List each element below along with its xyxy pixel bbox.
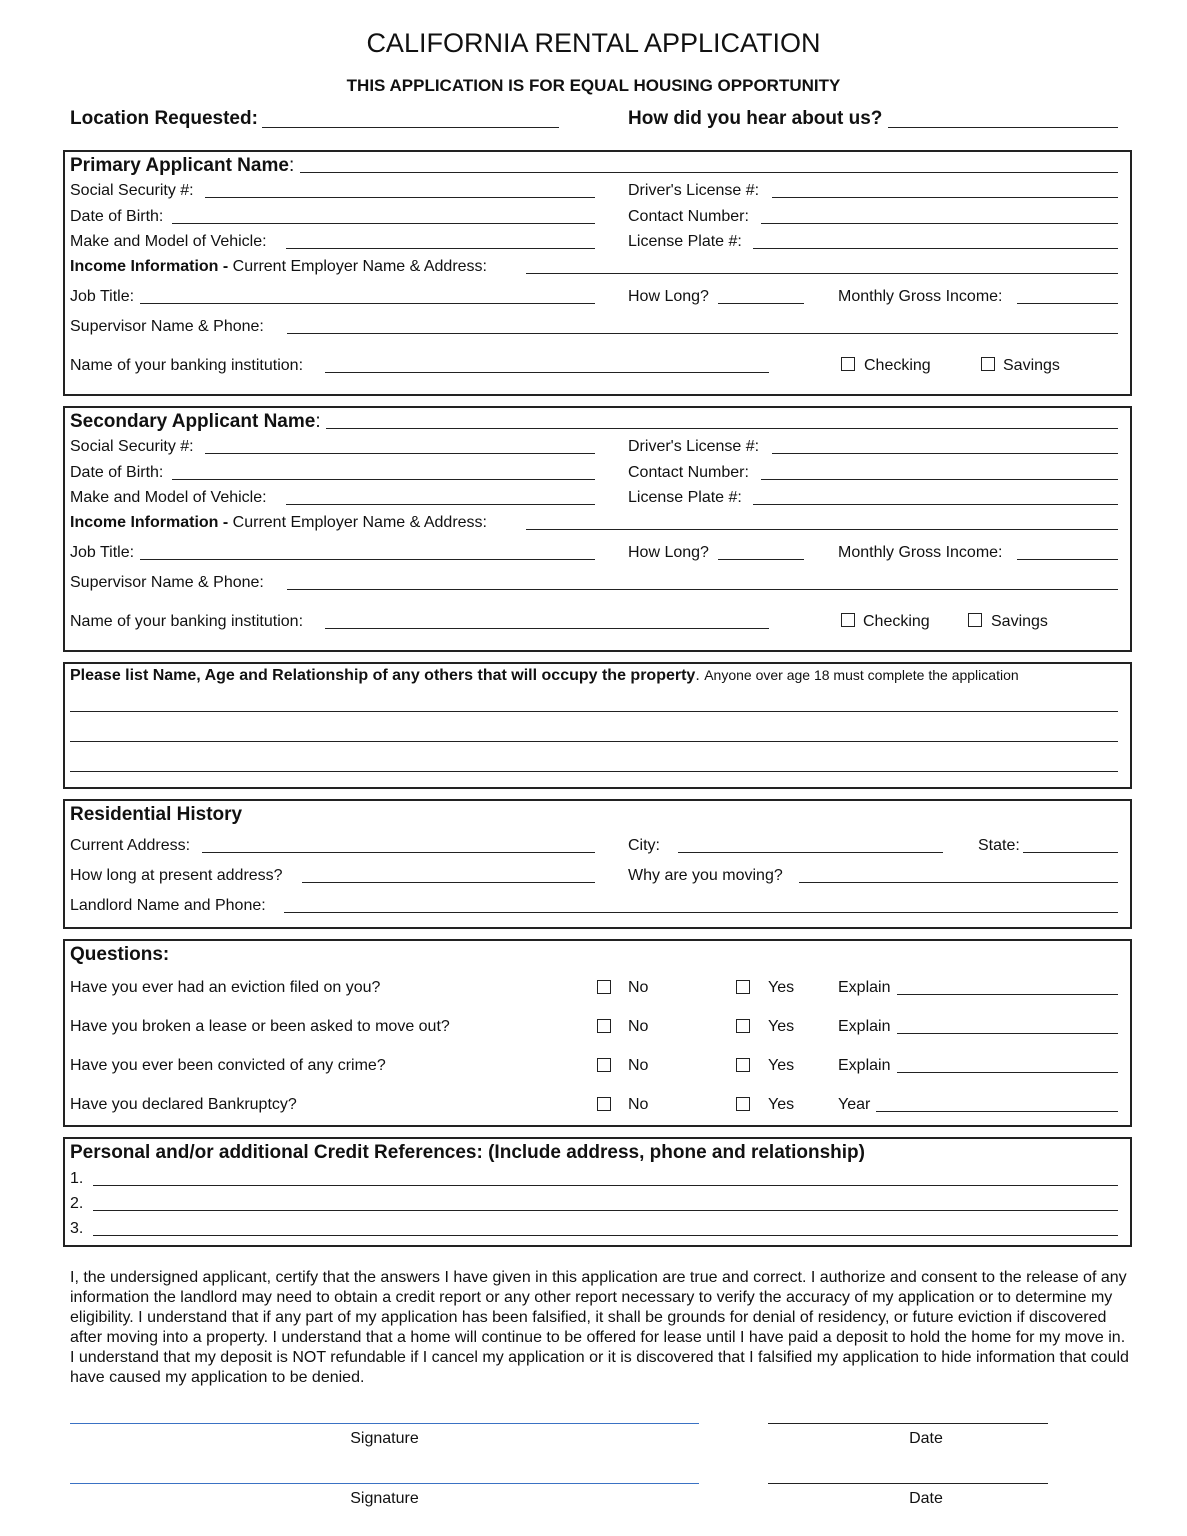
secondary-applicant-header: Secondary Applicant Name: bbox=[70, 411, 321, 432]
state-label: State: bbox=[978, 837, 1020, 854]
secondary-savings-label: Savings bbox=[991, 613, 1048, 630]
secondary-plate-field[interactable] bbox=[753, 504, 1118, 505]
secondary-dl-label: Driver's License #: bbox=[628, 438, 760, 455]
how-long-address-label: How long at present address? bbox=[70, 867, 283, 884]
question-text: Have you declared Bankruptcy? bbox=[70, 1096, 297, 1113]
secondary-vehicle-field[interactable] bbox=[286, 504, 595, 505]
primary-howlong-field[interactable] bbox=[718, 303, 804, 304]
primary-job-label: Job Title: bbox=[70, 288, 135, 305]
secondary-plate-label: License Plate #: bbox=[628, 489, 742, 506]
secondary-checking-label: Checking bbox=[863, 613, 930, 630]
date-line-1[interactable] bbox=[768, 1423, 1048, 1424]
question-no-checkbox[interactable] bbox=[597, 980, 611, 994]
primary-dl-label: Driver's License #: bbox=[628, 182, 760, 199]
primary-dob-label: Date of Birth: bbox=[70, 208, 164, 225]
question-explain-label: Explain bbox=[838, 1018, 891, 1035]
secondary-contact-field[interactable] bbox=[761, 479, 1118, 480]
primary-vehicle-field[interactable] bbox=[286, 248, 595, 249]
secondary-dob-field[interactable] bbox=[172, 479, 595, 480]
hear-about-label: How did you hear about us? bbox=[628, 108, 883, 129]
secondary-job-label: Job Title: bbox=[70, 544, 135, 561]
date-label-2: Date bbox=[909, 1490, 943, 1507]
city-field[interactable] bbox=[678, 852, 943, 853]
location-label: Location Requested: bbox=[70, 108, 258, 129]
date-line-2[interactable] bbox=[768, 1483, 1048, 1484]
question-no-label: No bbox=[628, 979, 649, 996]
question-yes-checkbox[interactable] bbox=[736, 1019, 750, 1033]
secondary-howlong-label: How Long? bbox=[628, 544, 709, 561]
secondary-bank-field[interactable] bbox=[325, 628, 769, 629]
occupants-header: Please list Name, Age and Relationship of any others that will occupy the property. Anyone over age 18 must complete the application bbox=[70, 667, 1019, 684]
landlord-field[interactable] bbox=[284, 912, 1118, 913]
question-yes-label: Yes bbox=[768, 1096, 795, 1113]
signature-line-2[interactable] bbox=[70, 1483, 699, 1484]
form-title: CALIFORNIA RENTAL APPLICATION bbox=[366, 28, 821, 58]
signature-line-1[interactable] bbox=[70, 1423, 699, 1424]
question-explain-label: Year bbox=[838, 1096, 871, 1113]
why-moving-field[interactable] bbox=[799, 882, 1118, 883]
reference-num-1: 1. bbox=[70, 1170, 84, 1187]
reference-num-3: 3. bbox=[70, 1220, 84, 1237]
question-explain-field[interactable] bbox=[897, 1072, 1118, 1073]
secondary-employer-field[interactable] bbox=[526, 529, 1118, 530]
secondary-supervisor-label: Supervisor Name & Phone: bbox=[70, 574, 264, 591]
question-yes-label: Yes bbox=[768, 979, 795, 996]
question-no-checkbox[interactable] bbox=[597, 1097, 611, 1111]
question-text: Have you broken a lease or been asked to move out? bbox=[70, 1018, 450, 1035]
date-label-1: Date bbox=[909, 1430, 943, 1447]
primary-savings-label: Savings bbox=[1003, 357, 1060, 374]
question-no-checkbox[interactable] bbox=[597, 1058, 611, 1072]
secondary-savings-checkbox[interactable] bbox=[968, 613, 982, 627]
primary-bank-label: Name of your banking institution: bbox=[70, 357, 304, 374]
secondary-dl-field[interactable] bbox=[772, 453, 1118, 454]
secondary-job-field[interactable] bbox=[140, 559, 595, 560]
signature-label-2: Signature bbox=[350, 1490, 419, 1507]
reference-num-2: 2. bbox=[70, 1195, 84, 1212]
primary-ssn-label: Social Security #: bbox=[70, 182, 194, 199]
primary-checking-checkbox[interactable] bbox=[841, 357, 855, 371]
form-subtitle: THIS APPLICATION IS FOR EQUAL HOUSING OPPORTUNITY bbox=[346, 76, 841, 95]
primary-employer-field[interactable] bbox=[526, 273, 1118, 274]
primary-income-field[interactable] bbox=[1017, 303, 1118, 304]
question-yes-checkbox[interactable] bbox=[736, 980, 750, 994]
primary-income-amount-label: Monthly Gross Income: bbox=[838, 288, 1003, 305]
current-address-label: Current Address: bbox=[70, 837, 191, 854]
primary-checking-label: Checking bbox=[864, 357, 931, 374]
question-yes-checkbox[interactable] bbox=[736, 1058, 750, 1072]
question-no-label: No bbox=[628, 1057, 649, 1074]
secondary-income-field[interactable] bbox=[1017, 559, 1118, 560]
primary-name-field[interactable] bbox=[300, 172, 1118, 173]
secondary-checking-checkbox[interactable] bbox=[841, 613, 855, 627]
question-explain-field[interactable] bbox=[897, 1033, 1118, 1034]
references-header: Personal and/or additional Credit References: (Include address, phone and relationship) bbox=[70, 1142, 865, 1163]
reference-field-1[interactable] bbox=[93, 1185, 1118, 1186]
question-yes-label: Yes bbox=[768, 1057, 795, 1074]
secondary-income-label: Income Information - Current Employer Name & Address: bbox=[70, 514, 487, 531]
question-yes-checkbox[interactable] bbox=[736, 1097, 750, 1111]
question-explain-label: Explain bbox=[838, 1057, 891, 1074]
secondary-ssn-label: Social Security #: bbox=[70, 438, 194, 455]
primary-ssn-field[interactable] bbox=[205, 197, 595, 198]
certification-text: I, the undersigned applicant, certify that the answers I have given in this application are true and correct. I authorize and consent to the release of any information the landlord may need to obtain a credit report or any other report necessary to verify the accuracy of my application or to determine my eligibility. I understand that if any part of my application has been falsified, it shall be grounds for denial of residency, or future eviction if discovered after moving into a property. I understand that a home will continue to be offered for lease until I have paid a deposit to hold the home for my move in. I understand that my deposit is NOT refundable if I cancel my application or it is discovered that I falsified my application to hide information that could have caused my application to be denied. bbox=[70, 1269, 1129, 1386]
primary-bank-field[interactable] bbox=[325, 372, 769, 373]
question-yes-label: Yes bbox=[768, 1018, 795, 1035]
primary-applicant-header: Primary Applicant Name: bbox=[70, 155, 295, 176]
reference-field-2[interactable] bbox=[93, 1210, 1118, 1211]
primary-savings-checkbox[interactable] bbox=[981, 357, 995, 371]
secondary-income-amount-label: Monthly Gross Income: bbox=[838, 544, 1003, 561]
question-no-label: No bbox=[628, 1018, 649, 1035]
residential-header: Residential History bbox=[70, 804, 243, 825]
occupant-line-3[interactable] bbox=[70, 771, 1118, 772]
current-address-field[interactable] bbox=[202, 852, 595, 853]
primary-plate-field[interactable] bbox=[753, 248, 1118, 249]
reference-field-3[interactable] bbox=[93, 1235, 1118, 1236]
secondary-dob-label: Date of Birth: bbox=[70, 464, 164, 481]
primary-howlong-label: How Long? bbox=[628, 288, 709, 305]
question-no-checkbox[interactable] bbox=[597, 1019, 611, 1033]
secondary-ssn-field[interactable] bbox=[205, 453, 595, 454]
secondary-supervisor-field[interactable] bbox=[287, 589, 1118, 590]
secondary-contact-label: Contact Number: bbox=[628, 464, 749, 481]
primary-income-label: Income Information - Current Employer Name & Address: bbox=[70, 258, 487, 275]
question-explain-field[interactable] bbox=[897, 994, 1118, 995]
questions-header: Questions: bbox=[70, 944, 170, 965]
secondary-bank-label: Name of your banking institution: bbox=[70, 613, 304, 630]
signature-label-1: Signature bbox=[350, 1430, 419, 1447]
primary-contact-field[interactable] bbox=[761, 223, 1118, 224]
primary-vehicle-label: Make and Model of Vehicle: bbox=[70, 233, 267, 250]
question-explain-label: Explain bbox=[838, 979, 891, 996]
why-moving-label: Why are you moving? bbox=[628, 867, 783, 884]
city-label: City: bbox=[628, 837, 660, 854]
occupant-line-1[interactable] bbox=[70, 711, 1118, 712]
occupant-line-2[interactable] bbox=[70, 741, 1118, 742]
secondary-vehicle-label: Make and Model of Vehicle: bbox=[70, 489, 267, 506]
primary-job-field[interactable] bbox=[140, 303, 595, 304]
question-text: Have you ever had an eviction filed on you? bbox=[70, 979, 381, 996]
primary-dl-field[interactable] bbox=[772, 197, 1118, 198]
question-text: Have you ever been convicted of any crime? bbox=[70, 1057, 386, 1074]
primary-plate-label: License Plate #: bbox=[628, 233, 742, 250]
location-field[interactable] bbox=[262, 127, 559, 128]
hear-about-field[interactable] bbox=[888, 127, 1118, 128]
state-field[interactable] bbox=[1023, 852, 1118, 853]
how-long-address-field[interactable] bbox=[302, 882, 595, 883]
primary-contact-label: Contact Number: bbox=[628, 208, 749, 225]
primary-supervisor-label: Supervisor Name & Phone: bbox=[70, 318, 264, 335]
secondary-howlong-field[interactable] bbox=[718, 559, 804, 560]
primary-supervisor-field[interactable] bbox=[287, 333, 1118, 334]
question-no-label: No bbox=[628, 1096, 649, 1113]
primary-dob-field[interactable] bbox=[172, 223, 595, 224]
secondary-name-field[interactable] bbox=[326, 428, 1118, 429]
landlord-label: Landlord Name and Phone: bbox=[70, 897, 266, 914]
question-explain-field[interactable] bbox=[876, 1111, 1118, 1112]
